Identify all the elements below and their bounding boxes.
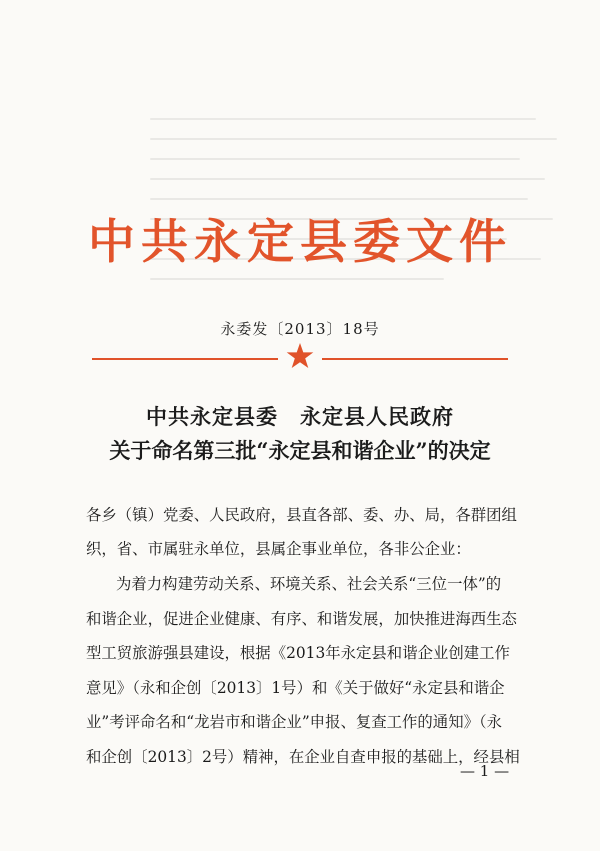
- subject-line-2: 关于命名第三批“永定县和谐企业”的决定: [109, 438, 491, 463]
- page-number: — 1 —: [460, 762, 510, 780]
- red-star-icon: [286, 342, 314, 370]
- header-rule-right: [322, 358, 508, 360]
- body-line: 型工贸旅游强县建设，根据《2013年永定县和谐企业创建工作: [86, 644, 510, 662]
- document-number: 永委发〔2013〕18号: [220, 320, 380, 338]
- document-header-title: 中共永定县委文件: [88, 215, 512, 270]
- body-line: 各乡（镇）党委、人民政府，县直各部、委、办、局，各群团组: [86, 506, 517, 524]
- body-line: 织，省、市属驻永单位，县属企事业单位，各非公企业：: [86, 540, 471, 558]
- body-line: 为着力构建劳动关系、环境关系、社会关系“三位一体”的: [116, 575, 502, 593]
- body-line: 和企创〔2013〕2号）精神，在企业自查申报的基础上，经县相: [86, 748, 520, 766]
- body-line: 和谐企业，促进企业健康、有序、和谐发展，加快推进海西生态: [86, 610, 517, 628]
- subject-line-1: 中共永定县委 永定县人民政府: [146, 404, 454, 429]
- body-line: 意见》（永和企创〔2013〕1号）和《关于做好“永定县和谐企: [86, 679, 505, 697]
- body-line: 业”考评命名和“龙岩市和谐企业”申报、复查工作的通知》（永: [86, 713, 503, 731]
- header-rule-left: [92, 358, 278, 360]
